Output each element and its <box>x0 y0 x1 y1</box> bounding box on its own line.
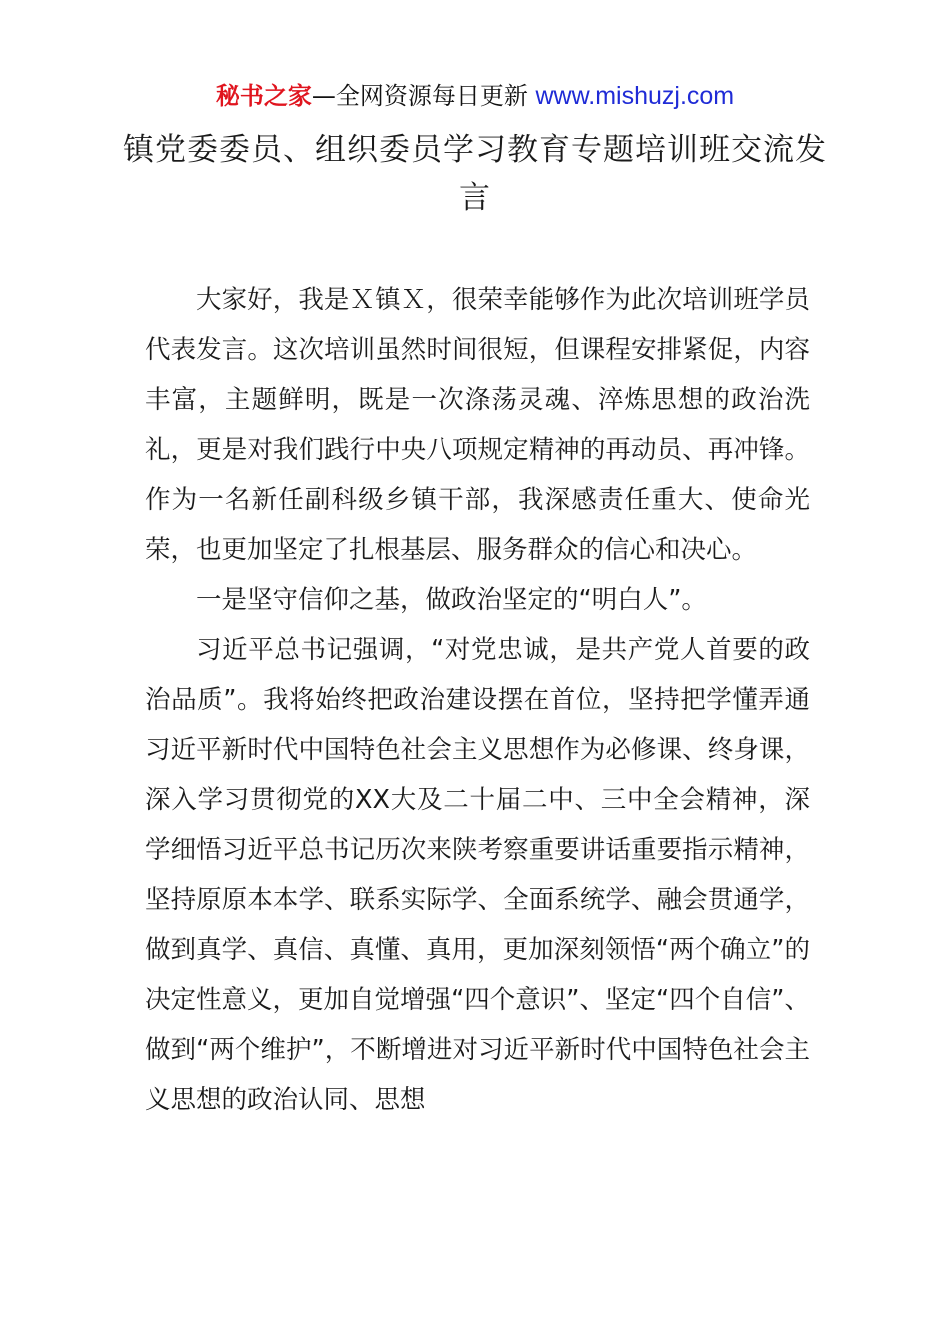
document-body <box>145 275 810 1125</box>
site-tagline: —全网资源每日更新 <box>311 82 528 110</box>
document-title: 镇党委委员、组织委员学习教育专题培训班交流发言 <box>123 132 827 216</box>
site-brand: 秘书之家 <box>215 82 312 110</box>
paragraph-section-heading: 一是坚守信仰之基，做政治坚定的“明白人”。 <box>196 585 707 615</box>
site-url[interactable]: www.mishuzj.com <box>535 82 735 110</box>
paragraph-section-content: 习近平总书记强调，“对党忠诚，是共产党人首要的政治品质”。我将始终把政治建设摆在首位，坚持把学懂弄通习近平新时代中国特色社会主义思想作为必修课、终身课，深入学习贯彻党的XX大及二十届二中、三中全会精神，深学细悟习近平总书记历次来陕考察重要讲话重要指示精神，坚持原原本本学、联系实际学、全面系统学、融会贯通学，做到真学、真信、真懂、真用，更加深刻领悟“两个确立”的决定性意义，更加自觉增强“四个意识”、坚定“四个自信”、做到“两个维护”，不断增进对习近平新时代中国特色社会主义思想的政治认同、思想 <box>145 635 810 1115</box>
paragraph-intro: 大家好，我是Ｘ镇Ｘ，很荣幸能够作为此次培训班学员代表发言。这次培训虽然时间很短，但课程安排紧促，内容丰富，主题鲜明，既是一次涤荡灵魂、淬炼思想的政治洗礼，更是对我们践行中央八项规定精神的再动员、再冲锋。作为一名新任副科级乡镇干部，我深感责任重大、使命光荣，也更加坚定了扎根基层、服务群众的信心和决心。 <box>145 285 810 565</box>
site-header <box>0 80 950 112</box>
